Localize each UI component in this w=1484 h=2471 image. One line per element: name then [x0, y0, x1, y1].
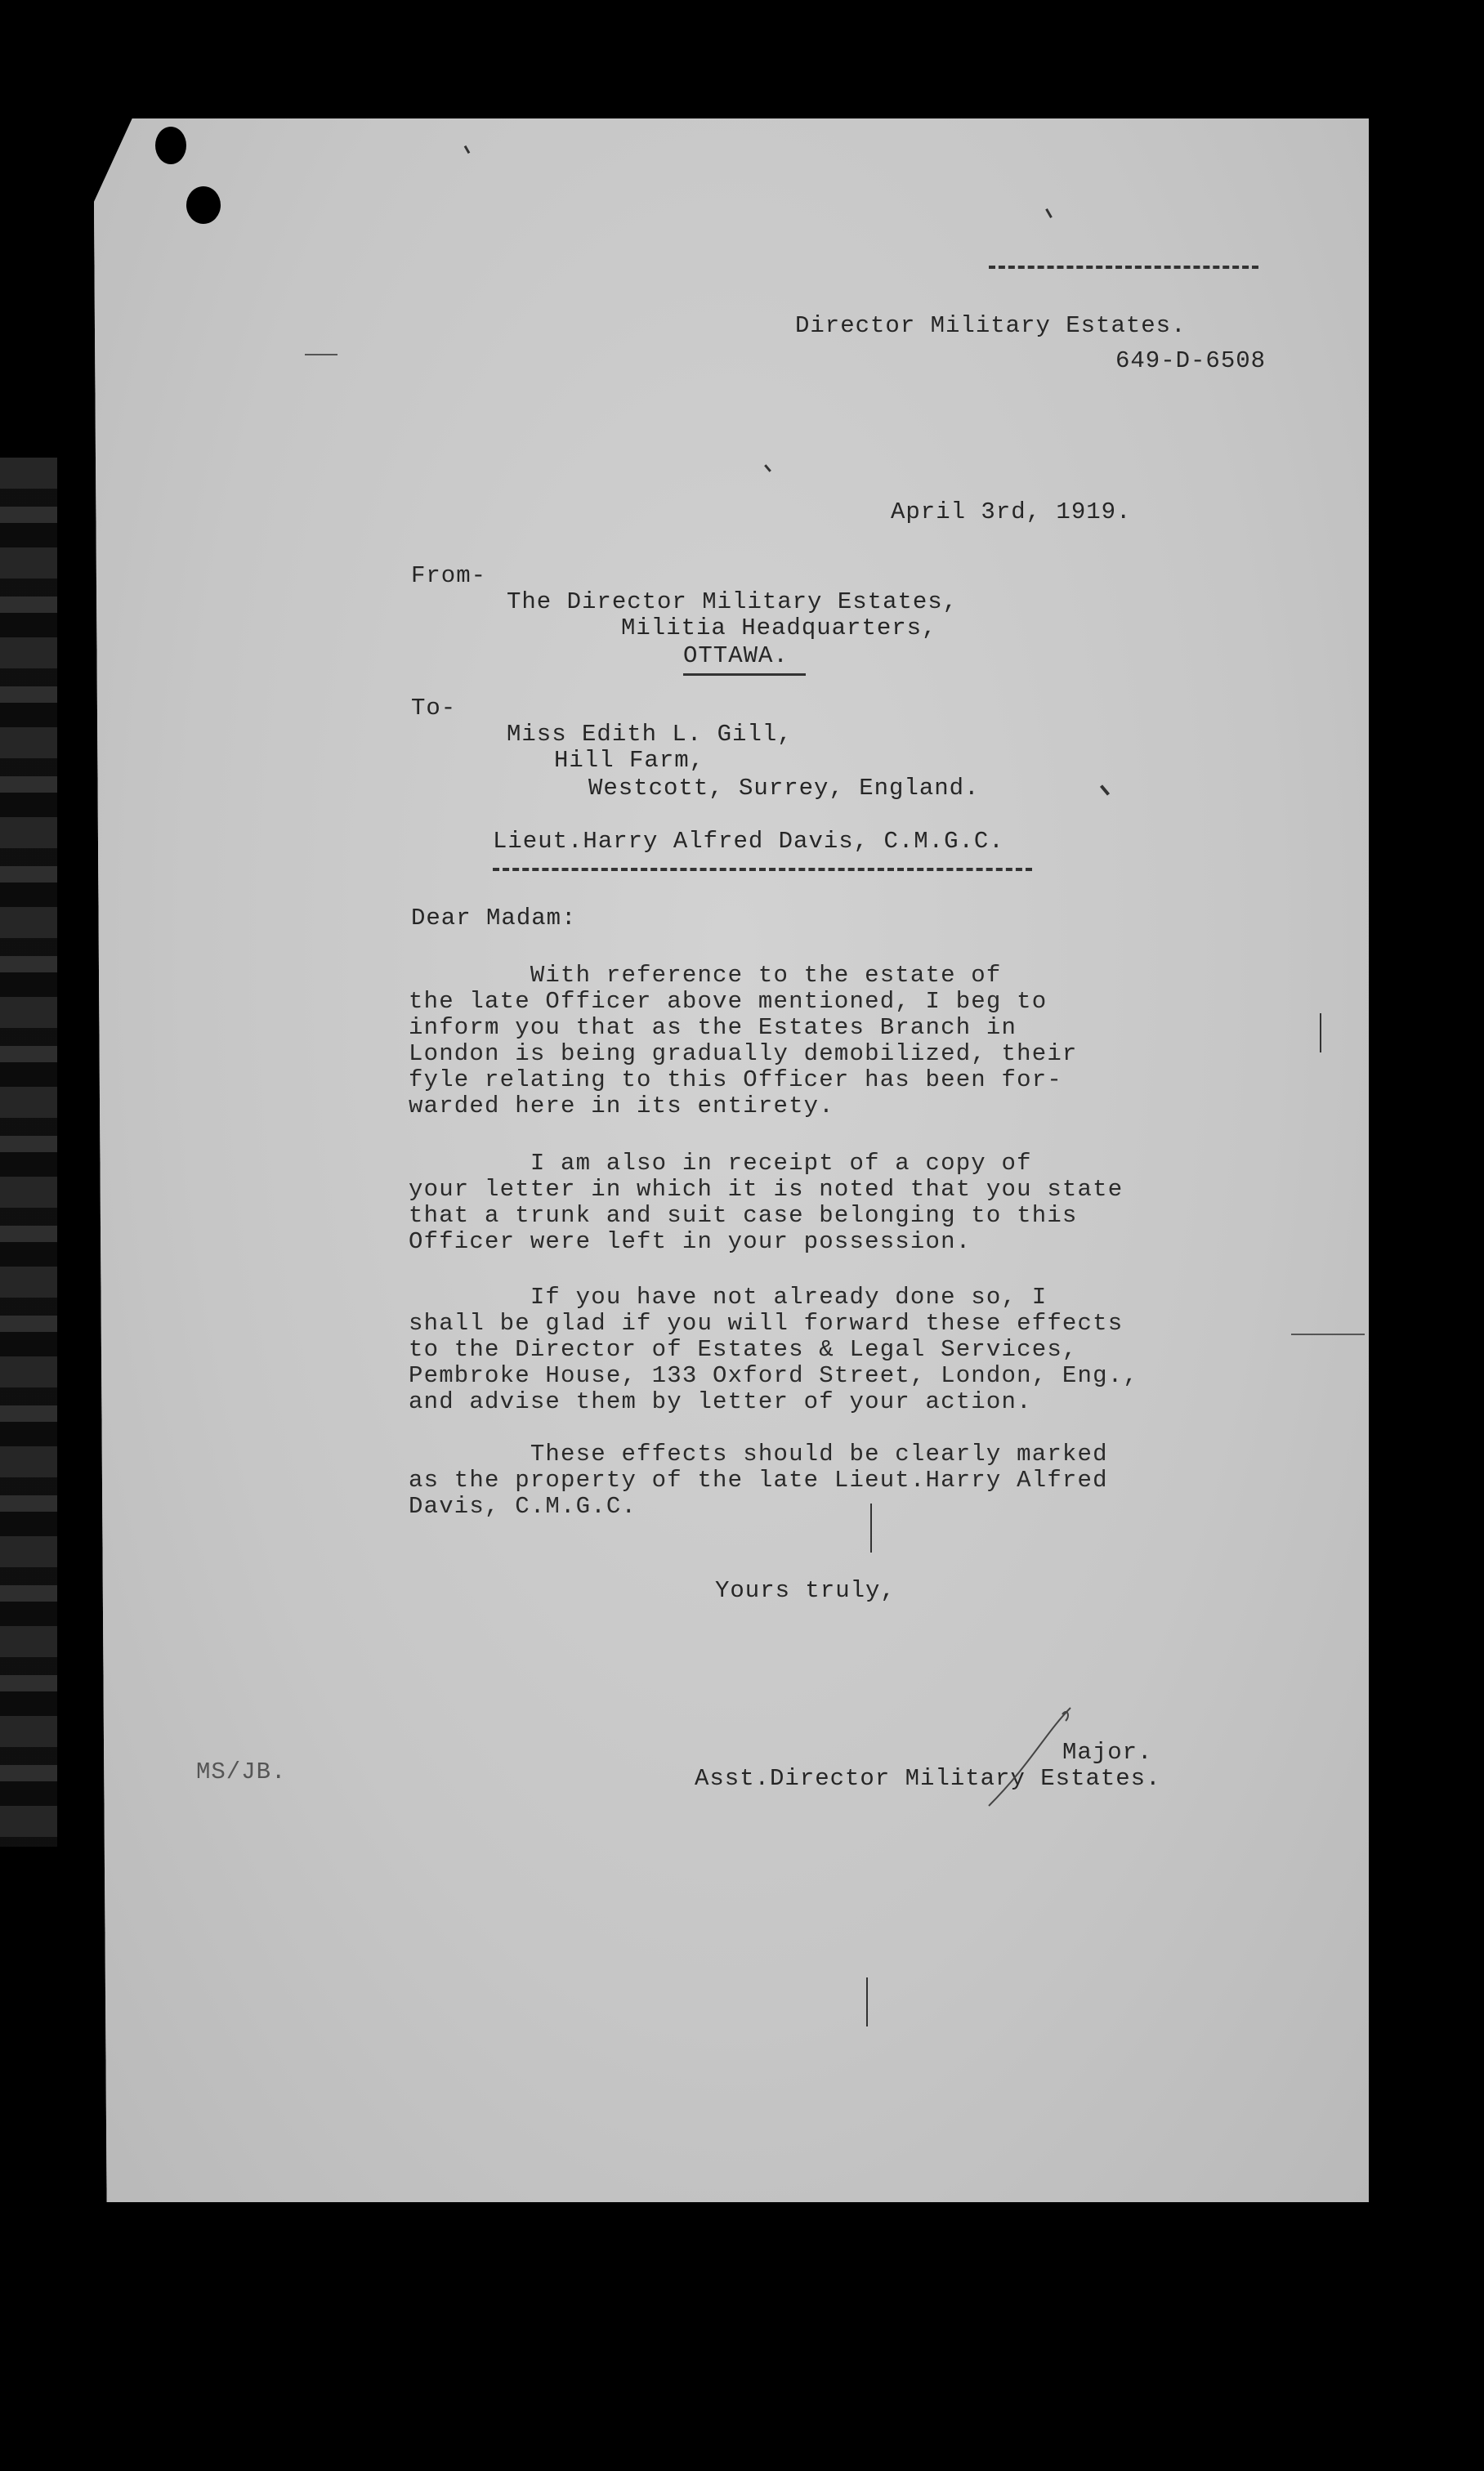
subject-dashed-rule: [493, 868, 1032, 871]
speck-mark: [1320, 1013, 1321, 1052]
paragraph-4: These effects should be clearly marked as the property of the late Lieut.Harry Alfred Davis, C.M.G.C.: [409, 1441, 1108, 1520]
to-label: To-: [411, 695, 457, 722]
speck-mark: [866, 1977, 868, 2026]
signature-title: Asst.Director Military Estates.: [695, 1765, 1161, 1792]
subject-line: Lieut.Harry Alfred Davis, C.M.G.C.: [493, 828, 1004, 855]
letter-date: April 3rd, 1919.: [891, 498, 1132, 525]
header-dashed-rule: [989, 266, 1258, 269]
paragraph-3: If you have not already done so, I shall be glad if you will forward these effects to the Director of Estates & Legal Services, Pembroke House, 133 Oxford Street, London, Eng., and advise them by letter of your action.: [409, 1284, 1138, 1415]
paragraph-1: With reference to the estate of the late Officer above mentioned, I beg to inform you that as the Estates Branch in London is being gradually demobilized, their fyle relating to this Officer has been for- warded here in its entirety.: [409, 962, 1078, 1119]
speck-mark: [305, 354, 337, 355]
signature-rank: Major.: [1062, 1739, 1153, 1766]
from-line-2: Militia Headquarters,: [621, 614, 937, 641]
speck-mark: [870, 1504, 872, 1553]
from-label: From-: [411, 562, 487, 589]
header-title: Director Military Estates.: [795, 312, 1187, 339]
closing: Yours truly,: [715, 1577, 896, 1604]
speck-mark: [1291, 1334, 1365, 1335]
punch-hole-top: [155, 127, 186, 164]
from-line-3: OTTAWA.: [683, 642, 789, 669]
to-line-3: Westcott, Surrey, England.: [588, 775, 980, 802]
file-number: 649-D-6508: [1115, 347, 1267, 374]
paragraph-2: I am also in receipt of a copy of your letter in which it is noted that you state that a trunk and suit case belonging to this Officer were left in your possession.: [409, 1150, 1124, 1255]
salutation: Dear Madam:: [411, 905, 577, 932]
from-line-1: The Director Military Estates,: [507, 588, 959, 615]
to-line-1: Miss Edith L. Gill,: [507, 721, 793, 748]
film-edge-strip: [0, 458, 57, 1847]
punch-hole-second: [186, 186, 221, 224]
reference-initials: MS/JB.: [196, 1758, 287, 1785]
to-line-2: Hill Farm,: [554, 747, 705, 774]
from-underline: [683, 673, 806, 676]
signature-scribble: [981, 1700, 1079, 1814]
